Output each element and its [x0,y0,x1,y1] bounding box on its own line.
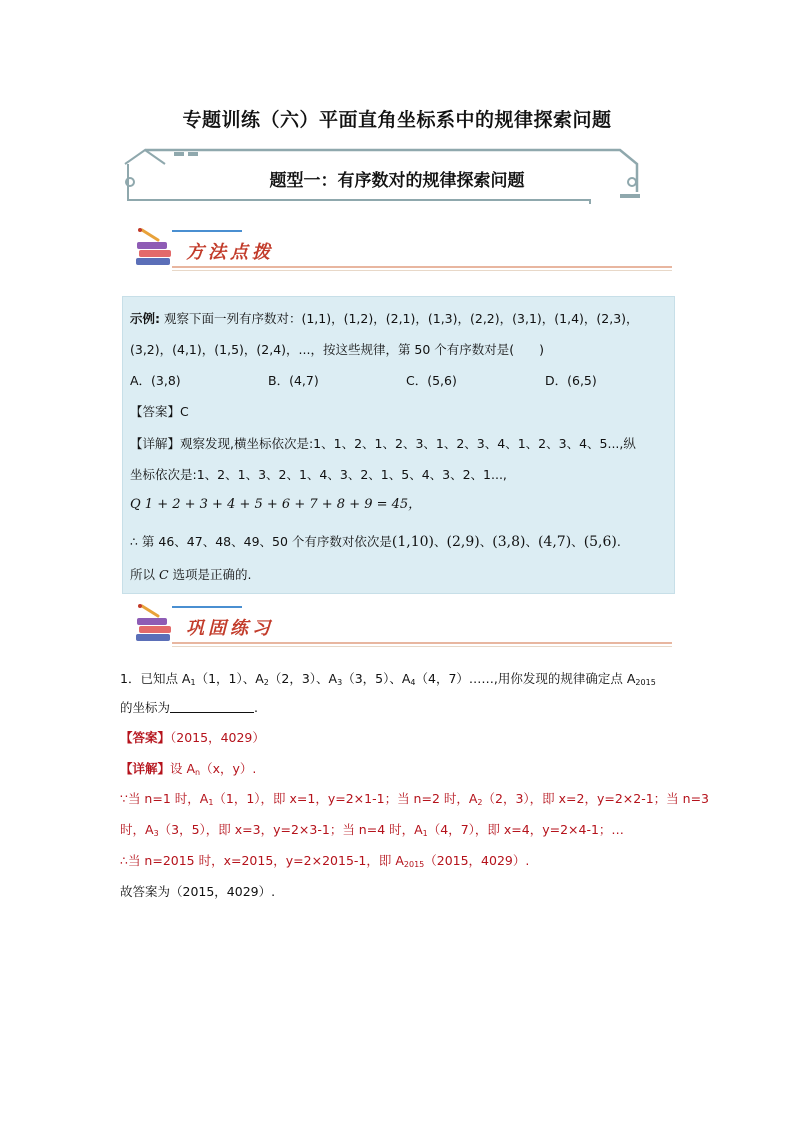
answer-blank [170,700,254,713]
books-icon [132,604,176,646]
section-header-method [132,226,672,274]
example-detail-2: 坐标依次是:1、2、1、3、2、1、4、3、2、1、5、4、3、2、1..., [130,467,507,482]
question-1-line-2: 的坐标为 . [120,700,258,715]
example-answer: 【答案】C [130,404,189,419]
practice-final-answer: 故答案为（2015，4029）. [120,884,276,899]
example-detail-4: ∴ 第 46、47、48、49、50 个有序数对依次是(1,10)、(2,9)、(3,8)、(4,7)、(5,6). [130,534,621,550]
section-label-method: 方法点拨 [186,242,274,263]
option-d: D．(6,5) [545,373,597,388]
practice-detail-line-3: ∴当 n=2015 时，x=2015，y=2×2015-1，即 $A_{2015}(2015$，4029）. [120,853,530,869]
section-label-practice: 巩固练习 [186,618,274,639]
practice-detail-line-1: ∵当 n=1 时，$A_1(1$，1），即 x=1，y=2×1-1；当 n=2 时，$A_2(2$，3），即 x=2，y=2×2-1；当 n=3 [120,791,710,807]
option-c: C．(5,6) [406,373,457,388]
example-line-1: 示例: 观察下面一列有序数对：(1,1)，(1,2)，(2,1)，(1,3)，(2,2)，(3,1)，(1,4)，(2,3)， [130,311,639,326]
option-b: B．(4,7) [268,373,319,388]
example-detail-3: Q 1 + 2 + 3 + 4 + 5 + 6 + 7 + 8 + 9 = 45， [130,497,422,512]
section-header-practice [132,602,672,650]
practice-detail-line-2: 时，$A_3(3$，5），即 x=3，y=2×3-1；当 n=4 时，$A_1(4$，7），即 x=4，y=2×4-1；… [120,822,624,838]
page-title: 专题训练（六）平面直角坐标系中的规律探索问题 [182,109,612,131]
books-icon [132,228,176,270]
example-line-2: (3,2)，(4,1)，(1,5)，(2,4)，...，按这些规律，第 50 个有序数对是( ) [130,342,545,357]
practice-detail: 【详解】设 $A_n(x$，y）. [120,761,257,777]
practice-answer: 【答案】（2015，4029） [120,730,265,745]
option-a: A．(3,8) [130,373,181,388]
question-1-line-1: 1．已知点 $A_1(1$，1）、$A_2(2$，3）、$A_3(3$，5）、$A_4(4$，7）……,用你发现的规律确定点 $A_{2015}$ [120,671,656,687]
example-detail-1: 【详解】观察发现,横坐标依次是:1、1、2、1、2、3、1、2、3、4、1、2、3、4、5...,纵 [130,436,636,451]
banner-title: 题型一：有序数对的规律探索问题 [269,171,525,191]
example-conclusion: 所以 C 选项是正确的. [130,567,252,582]
